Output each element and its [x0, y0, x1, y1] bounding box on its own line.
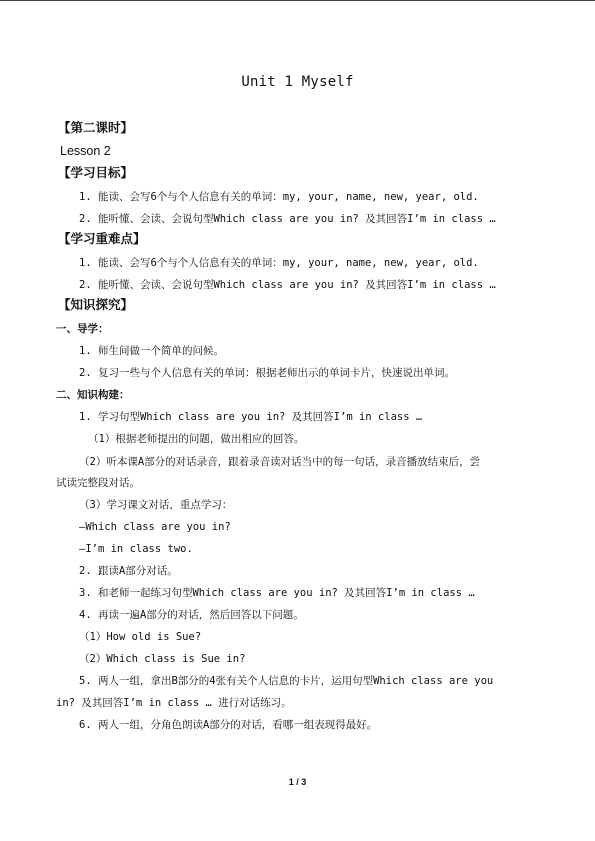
page-number: 1 / 3: [288, 777, 307, 787]
text-line: 1. 能读、会写6个与个人信息有关的单词：my, your, name, new, year, old.: [79, 257, 479, 269]
text-line: 1. 师生间做一个简单的问候。: [79, 345, 224, 357]
text-line: —I’m in class two.: [79, 543, 193, 555]
section-heading: 【学习重难点】: [58, 231, 146, 246]
page-title: Unit 1 Myself: [241, 74, 354, 90]
text-line: 1. 能读、会写6个与个人信息有关的单词：my, your, name, new, year, old.: [79, 191, 479, 203]
sub-heading: 一、导学：: [56, 323, 109, 335]
section-heading: 【学习目标】: [58, 165, 134, 180]
text-line: （1）根据老师提出的问题，做出相应的回答。: [88, 433, 305, 445]
text-line: 2. 跟读A部分对话。: [79, 565, 178, 577]
text-line: 3. 和老师一起练习句型Which class are you in? 及其回答I’m in class …: [79, 587, 475, 599]
text-line: 5. 两人一组，拿出B部分的4张有关个人信息的卡片，运用句型Which class are you: [79, 675, 494, 687]
text-line: （2）Which class is Sue in?: [79, 653, 246, 665]
text-line: 2. 能听懂、会读、会说句型Which class are you in? 及其回答I’m in class …: [79, 213, 496, 225]
text-line: —Which class are you in?: [79, 521, 231, 533]
lesson-label: Lesson 2: [60, 144, 111, 158]
text-line: 1. 学习句型Which class are you in? 及其回答I’m in class …: [79, 411, 423, 423]
text-line: （3）学习课文对话，重点学习：: [79, 499, 233, 511]
text-line: 2. 复习一些与个人信息有关的单词：根据老师出示的单词卡片，快速说出单词。: [79, 367, 455, 379]
text-line: in? 及其回答I’m in class … 进行对话练习。: [56, 697, 292, 709]
top-rule: [0, 0, 595, 1]
text-line: 6. 两人一组，分角色朗读A部分的对话，看哪一组表现得最好。: [79, 719, 378, 731]
text-line: 试读完整段对话。: [56, 477, 140, 489]
section-heading: 【第二课时】: [58, 120, 134, 135]
text-line: 2. 能听懂、会读、会说句型Which class are you in? 及其回答I’m in class …: [79, 279, 496, 291]
section-heading: 【知识探究】: [58, 297, 134, 312]
sub-heading: 二、知识构建：: [56, 389, 130, 401]
text-line: （2）听本课A部分的对话录音，跟着录音读对话当中的每一句话，录音播放结束后，尝: [79, 456, 481, 468]
text-line: （1）How old is Sue?: [79, 631, 202, 643]
text-line: 4. 再读一遍A部分的对话，然后回答以下问题。: [79, 609, 304, 621]
